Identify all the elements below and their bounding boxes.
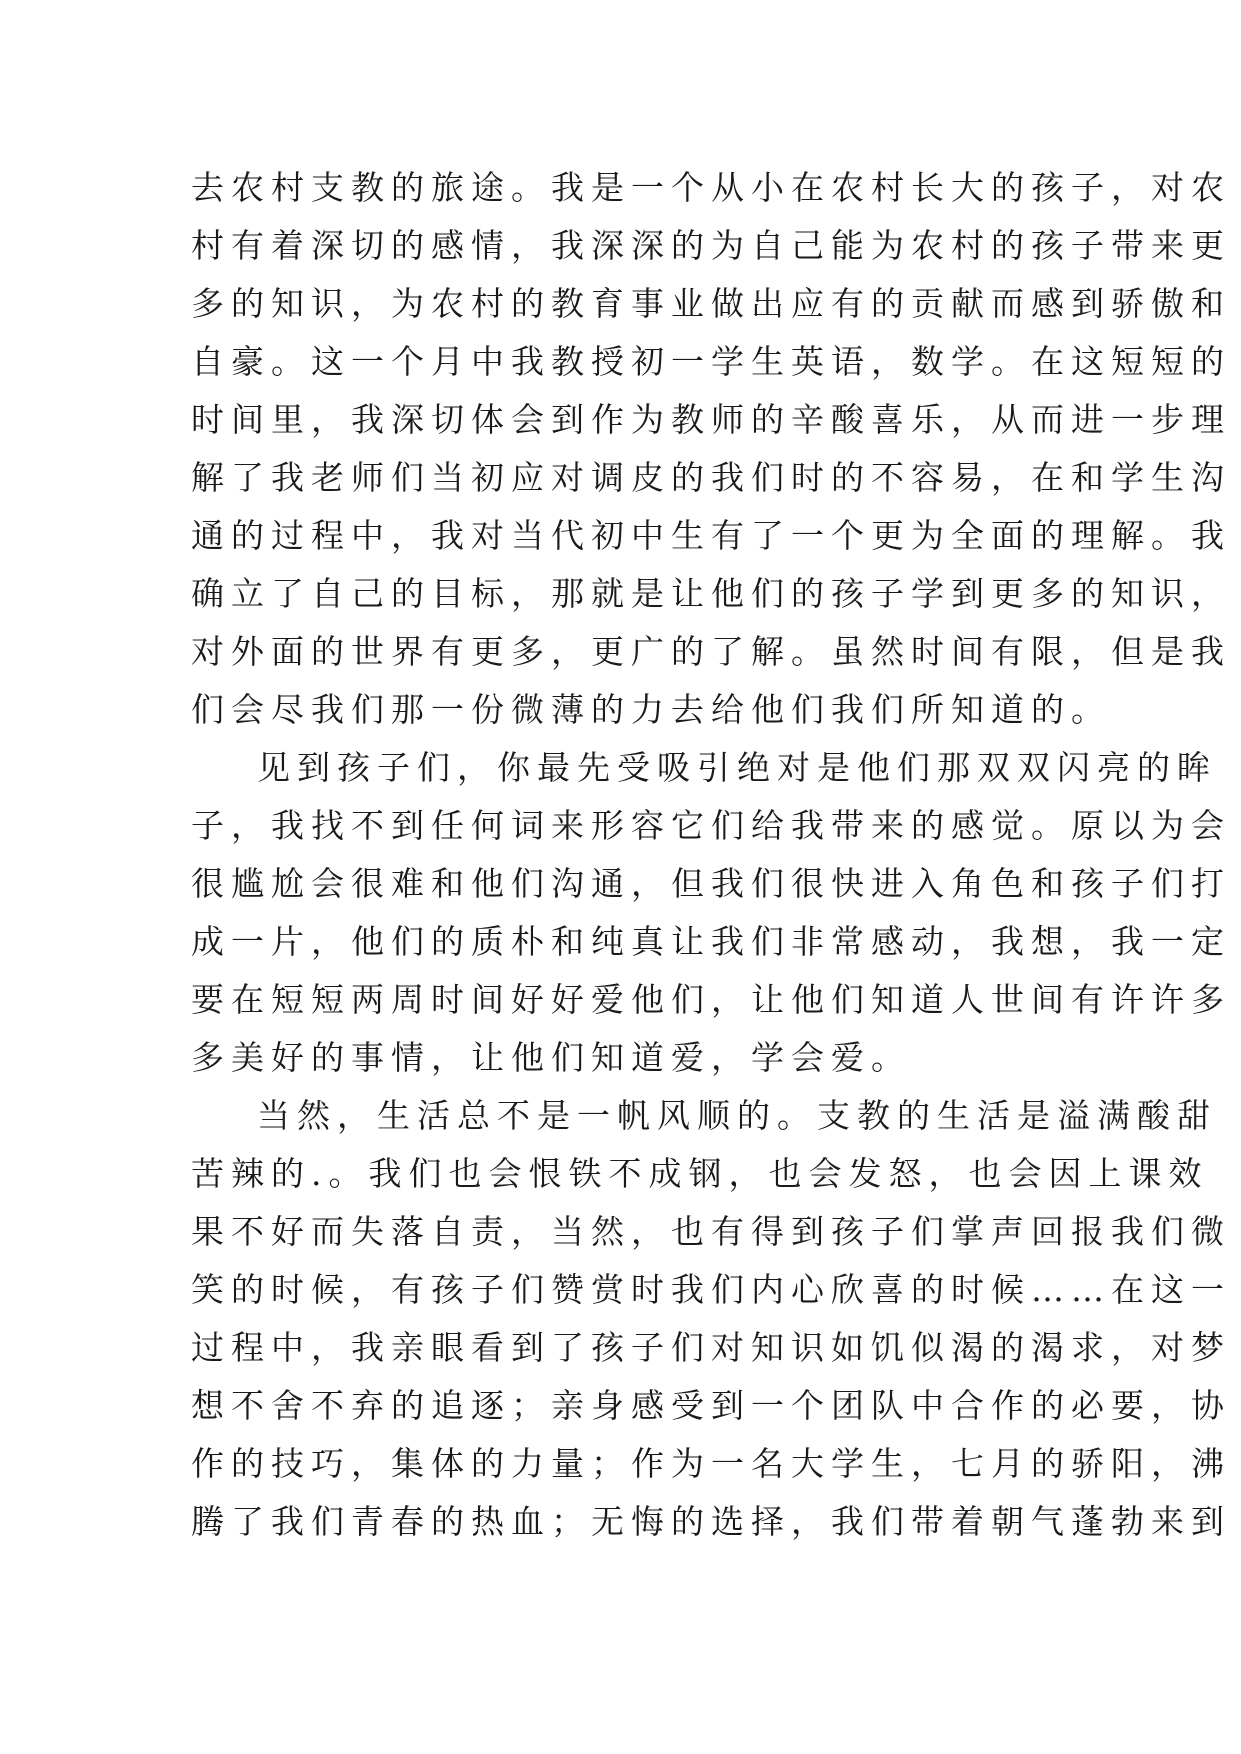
- text-line: 作的技巧，集体的力量；作为一名大学生，七月的骄阳，沸: [191, 1444, 1231, 1483]
- text-line: 解了我老师们当初应对调皮的我们时的不容易，在和学生沟: [191, 458, 1231, 497]
- text-line: 过程中，我亲眼看到了孩子们对知识如饥似渴的渴求，对梦: [191, 1328, 1231, 1367]
- text-line: 成一片，他们的质朴和纯真让我们非常感动，我想，我一定: [191, 922, 1231, 961]
- text-line: 对外面的世界有更多，更广的了解。虽然时间有限，但是我: [191, 632, 1231, 671]
- text-line: 要在短短两周时间好好爱他们，让他们知道人世间有许许多: [191, 980, 1231, 1019]
- body-text: [191, 159, 1231, 1551]
- text-line: 想不舍不弃的追逐；亲身感受到一个团队中合作的必要，协: [191, 1386, 1231, 1425]
- text-line: 子，我找不到任何词来形容它们给我带来的感觉。原以为会: [191, 806, 1231, 845]
- text-line: 自豪。这一个月中我教授初一学生英语，数学。在这短短的: [191, 342, 1231, 381]
- text-line: 果不好而失落自责，当然，也有得到孩子们掌声回报我们微: [191, 1212, 1231, 1251]
- text-line: 时间里，我深切体会到作为教师的辛酸喜乐，从而进一步理: [191, 400, 1231, 439]
- text-line: 去农村支教的旅途。我是一个从小在农村长大的孩子，对农: [191, 168, 1231, 207]
- text-line: 确立了自己的目标，那就是让他们的孩子学到更多的知识，: [191, 574, 1231, 613]
- text-line: 腾了我们青春的热血；无悔的选择，我们带着朝气蓬勃来到: [191, 1502, 1231, 1541]
- text-line: 苦辣的.。我们也会恨铁不成钢，也会发怒，也会因上课效: [191, 1154, 1209, 1193]
- text-line: 村有着深切的感情，我深深的为自己能为农村的孩子带来更: [191, 226, 1231, 265]
- paragraph-first-line: 当然，生活总不是一帆风顺的。支教的生活是溢满酸甜: [257, 1096, 1217, 1135]
- paragraph-first-line: 见到孩子们，你最先受吸引绝对是他们那双双闪亮的眸: [257, 748, 1217, 787]
- text-line: 多的知识，为农村的教育事业做出应有的贡献而感到骄傲和: [191, 284, 1231, 323]
- text-line: 多美好的事情，让他们知道爱，学会爱。: [191, 1038, 911, 1077]
- text-line: 通的过程中，我对当代初中生有了一个更为全面的理解。我: [191, 516, 1231, 555]
- text-line: 笑的时候，有孩子们赞赏时我们内心欣喜的时候……在这一: [191, 1270, 1231, 1309]
- text-line: 们会尽我们那一份微薄的力去给他们我们所知道的。: [191, 690, 1111, 729]
- text-line: 很尴尬会很难和他们沟通，但我们很快进入角色和孩子们打: [191, 864, 1231, 903]
